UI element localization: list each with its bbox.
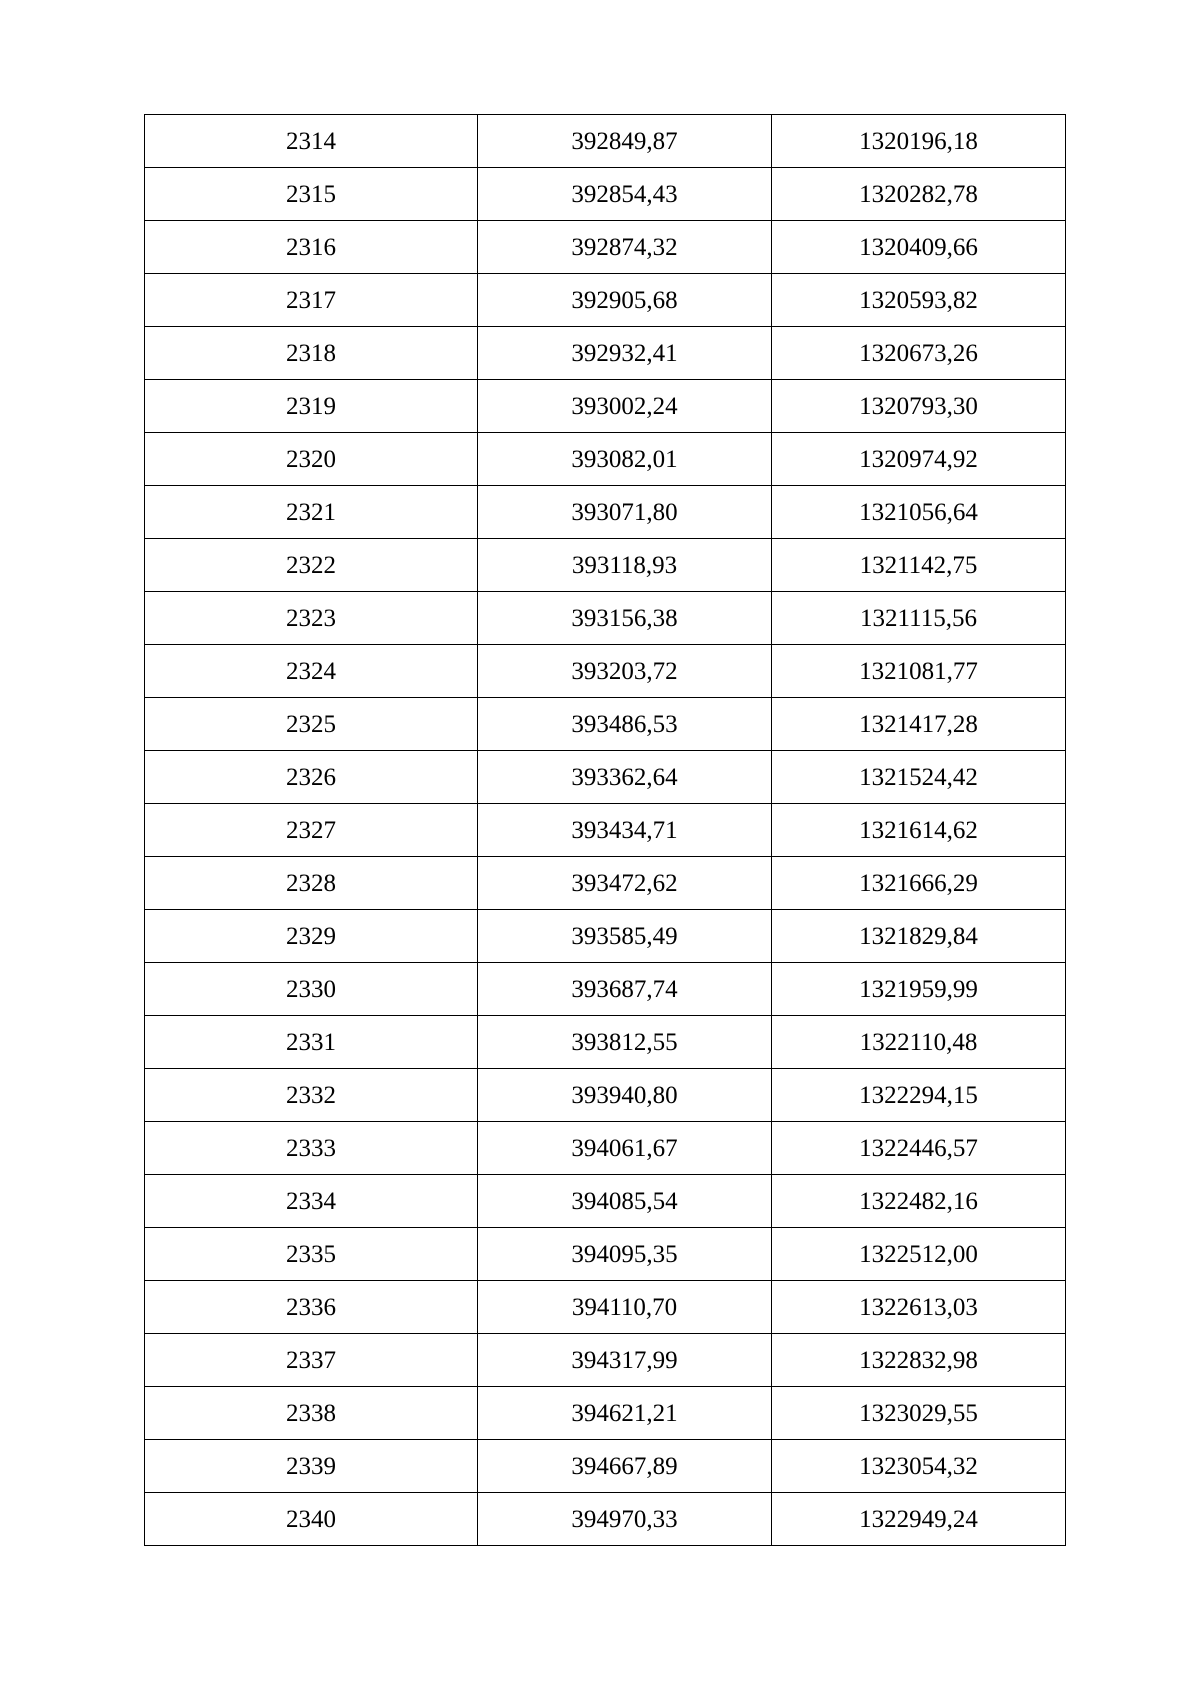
point-number-cell: 2328: [145, 857, 478, 910]
x-coordinate-cell: 394970,33: [478, 1493, 772, 1546]
table-row: [145, 804, 1066, 857]
x-coordinate-cell: 393071,80: [478, 486, 772, 539]
table-row: [145, 115, 1066, 168]
y-coordinate-cell: 1322482,16: [772, 1175, 1066, 1228]
table-row: [145, 1122, 1066, 1175]
y-coordinate-cell: 1322294,15: [772, 1069, 1066, 1122]
table-row: [145, 274, 1066, 327]
x-coordinate-cell: 393362,64: [478, 751, 772, 804]
table-row: [145, 1493, 1066, 1546]
table-row: [145, 1387, 1066, 1440]
y-coordinate-cell: 1321524,42: [772, 751, 1066, 804]
table-row: [145, 433, 1066, 486]
x-coordinate-cell: 392905,68: [478, 274, 772, 327]
x-coordinate-cell: 393486,53: [478, 698, 772, 751]
y-coordinate-cell: 1321081,77: [772, 645, 1066, 698]
point-number-cell: 2339: [145, 1440, 478, 1493]
x-coordinate-cell: 393082,01: [478, 433, 772, 486]
x-coordinate-cell: 392932,41: [478, 327, 772, 380]
y-coordinate-cell: 1321056,64: [772, 486, 1066, 539]
y-coordinate-cell: 1321829,84: [772, 910, 1066, 963]
y-coordinate-cell: 1320409,66: [772, 221, 1066, 274]
x-coordinate-cell: 394317,99: [478, 1334, 772, 1387]
table-row: [145, 327, 1066, 380]
y-coordinate-cell: 1323054,32: [772, 1440, 1066, 1493]
table-row: [145, 910, 1066, 963]
point-number-cell: 2318: [145, 327, 478, 380]
table-row: [145, 1228, 1066, 1281]
y-coordinate-cell: 1320282,78: [772, 168, 1066, 221]
table-row: [145, 1281, 1066, 1334]
x-coordinate-cell: 393940,80: [478, 1069, 772, 1122]
point-number-cell: 2326: [145, 751, 478, 804]
table-row: [145, 486, 1066, 539]
point-number-cell: 2319: [145, 380, 478, 433]
table-row: [145, 592, 1066, 645]
table-row: [145, 1175, 1066, 1228]
table-row: [145, 380, 1066, 433]
y-coordinate-cell: 1320974,92: [772, 433, 1066, 486]
x-coordinate-cell: 393002,24: [478, 380, 772, 433]
y-coordinate-cell: 1322512,00: [772, 1228, 1066, 1281]
point-number-cell: 2315: [145, 168, 478, 221]
x-coordinate-cell: 393812,55: [478, 1016, 772, 1069]
x-coordinate-cell: 393687,74: [478, 963, 772, 1016]
point-number-cell: 2325: [145, 698, 478, 751]
point-number-cell: 2337: [145, 1334, 478, 1387]
x-coordinate-cell: 394667,89: [478, 1440, 772, 1493]
point-number-cell: 2333: [145, 1122, 478, 1175]
point-number-cell: 2338: [145, 1387, 478, 1440]
table-row: [145, 963, 1066, 1016]
coordinates-table-body: [145, 115, 1066, 1546]
x-coordinate-cell: 392874,32: [478, 221, 772, 274]
y-coordinate-cell: 1322110,48: [772, 1016, 1066, 1069]
point-number-cell: 2340: [145, 1493, 478, 1546]
x-coordinate-cell: 394061,67: [478, 1122, 772, 1175]
y-coordinate-cell: 1321142,75: [772, 539, 1066, 592]
point-number-cell: 2331: [145, 1016, 478, 1069]
point-number-cell: 2320: [145, 433, 478, 486]
y-coordinate-cell: 1323029,55: [772, 1387, 1066, 1440]
y-coordinate-cell: 1321959,99: [772, 963, 1066, 1016]
y-coordinate-cell: 1321115,56: [772, 592, 1066, 645]
x-coordinate-cell: 393118,93: [478, 539, 772, 592]
point-number-cell: 2324: [145, 645, 478, 698]
table-row: [145, 1334, 1066, 1387]
y-coordinate-cell: 1320673,26: [772, 327, 1066, 380]
y-coordinate-cell: 1322446,57: [772, 1122, 1066, 1175]
y-coordinate-cell: 1322613,03: [772, 1281, 1066, 1334]
point-number-cell: 2322: [145, 539, 478, 592]
x-coordinate-cell: 393434,71: [478, 804, 772, 857]
table-row: [145, 698, 1066, 751]
point-number-cell: 2335: [145, 1228, 478, 1281]
x-coordinate-cell: 394110,70: [478, 1281, 772, 1334]
coordinates-table: [144, 114, 1066, 1546]
x-coordinate-cell: 392854,43: [478, 168, 772, 221]
y-coordinate-cell: 1322949,24: [772, 1493, 1066, 1546]
x-coordinate-cell: 394095,35: [478, 1228, 772, 1281]
x-coordinate-cell: 394085,54: [478, 1175, 772, 1228]
y-coordinate-cell: 1320793,30: [772, 380, 1066, 433]
table-row: [145, 645, 1066, 698]
y-coordinate-cell: 1321417,28: [772, 698, 1066, 751]
table-row: [145, 751, 1066, 804]
x-coordinate-cell: 393156,38: [478, 592, 772, 645]
point-number-cell: 2330: [145, 963, 478, 1016]
x-coordinate-cell: 392849,87: [478, 115, 772, 168]
point-number-cell: 2334: [145, 1175, 478, 1228]
table-row: [145, 1440, 1066, 1493]
point-number-cell: 2314: [145, 115, 478, 168]
y-coordinate-cell: 1321666,29: [772, 857, 1066, 910]
x-coordinate-cell: 394621,21: [478, 1387, 772, 1440]
point-number-cell: 2317: [145, 274, 478, 327]
table-row: [145, 1069, 1066, 1122]
point-number-cell: 2329: [145, 910, 478, 963]
x-coordinate-cell: 393472,62: [478, 857, 772, 910]
x-coordinate-cell: 393203,72: [478, 645, 772, 698]
table-row: [145, 1016, 1066, 1069]
point-number-cell: 2332: [145, 1069, 478, 1122]
y-coordinate-cell: 1321614,62: [772, 804, 1066, 857]
y-coordinate-cell: 1320593,82: [772, 274, 1066, 327]
point-number-cell: 2323: [145, 592, 478, 645]
point-number-cell: 2321: [145, 486, 478, 539]
table-row: [145, 221, 1066, 274]
y-coordinate-cell: 1320196,18: [772, 115, 1066, 168]
x-coordinate-cell: 393585,49: [478, 910, 772, 963]
y-coordinate-cell: 1322832,98: [772, 1334, 1066, 1387]
table-row: [145, 168, 1066, 221]
table-row: [145, 539, 1066, 592]
point-number-cell: 2327: [145, 804, 478, 857]
point-number-cell: 2336: [145, 1281, 478, 1334]
point-number-cell: 2316: [145, 221, 478, 274]
table-row: [145, 857, 1066, 910]
